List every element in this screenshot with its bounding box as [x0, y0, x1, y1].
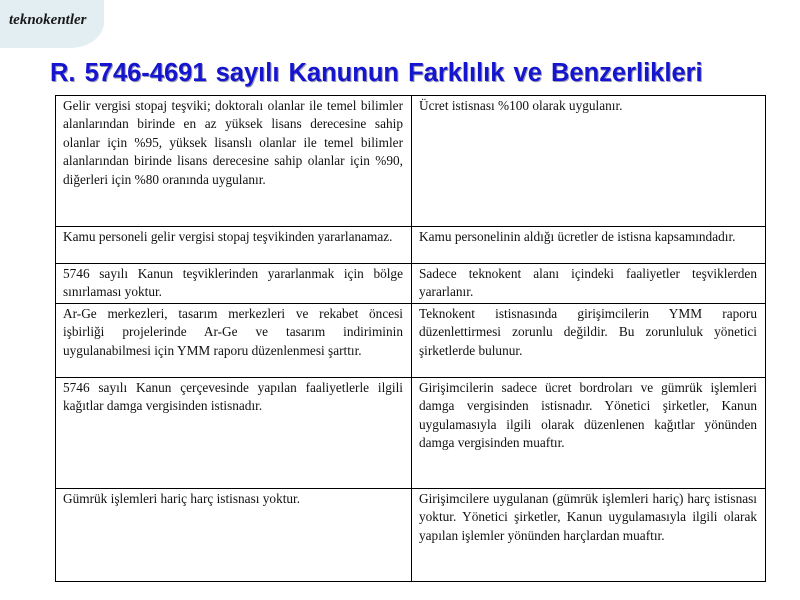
cell-5746: Ar-Ge merkezleri, tasarım merkezleri ve rekabet öncesi işbirliği projelerinde Ar-Ge ve tasarım indiriminin uygulanabilmesi için YMM raporu düzenlenmesi şarttır.	[56, 303, 412, 377]
table-row	[56, 377, 766, 488]
cell-5746: 5746 sayılı Kanun çerçevesinde yapılan faaliyetlerle ilgili kağıtlar damga vergisinden istisnadır.	[56, 377, 412, 488]
cell-5746: Kamu personeli gelir vergisi stopaj teşvikinden yararlanamaz.	[56, 227, 412, 264]
cell-4691: Teknokent istisnasında girişimcilerin YMM raporu düzenlettirmesi zorunlu değildir. Bu zorunluluk yönetici şirketlerde bulunur.	[412, 303, 766, 377]
table-row	[56, 227, 766, 264]
table-row	[56, 264, 766, 304]
cell-5746: Gümrük işlemleri hariç harç istisnası yoktur.	[56, 488, 412, 581]
cell-4691: Kamu personelinin aldığı ücretler de istisna kapsamındadır.	[412, 227, 766, 264]
cell-4691: Sadece teknokent alanı içindeki faaliyetler teşviklerden yararlanır.	[412, 264, 766, 304]
logo-badge	[0, 0, 104, 48]
logo-text: teknokentler	[9, 12, 87, 28]
cell-4691: Girişimcilere uygulanan (gümrük işlemleri hariç) harç istisnası yoktur. Yönetici şirketler, Kanun uygulamasıyla ilgili olarak yapılan işlemler yönünden harçlardan muaftır.	[412, 488, 766, 581]
slide-title: R. 5746-4691 sayılı Kanunun Farklılık ve Benzerlikleri	[50, 59, 703, 87]
comparison-table	[55, 95, 766, 582]
table-row	[56, 488, 766, 581]
cell-4691: Ücret istisnası %100 olarak uygulanır.	[412, 96, 766, 227]
cell-5746: 5746 sayılı Kanun teşviklerinden yararlanmak için bölge sınırlaması yoktur.	[56, 264, 412, 304]
table-row	[56, 96, 766, 227]
cell-4691: Girişimcilerin sadece ücret bordroları ve gümrük işlemleri damga vergisinden istisnadır. Yönetici şirketler, Kanun uygulamasıyla ilgili olarak düzenlenen kağıtlar yönünden damga vergisinden muaftır.	[412, 377, 766, 488]
cell-5746: Gelir vergisi stopaj teşviki; doktoralı olanlar ile temel bilimler alanlarından birinde en az yüksek lisans derecesine sahip olanlar için %95, yüksek lisanslı olanlar ile temel bilimler alanlarından birinde lisans derecesine sahip olanlar için %90, diğerleri için %80 oranında uygulanır.	[56, 96, 412, 227]
table-row	[56, 303, 766, 377]
